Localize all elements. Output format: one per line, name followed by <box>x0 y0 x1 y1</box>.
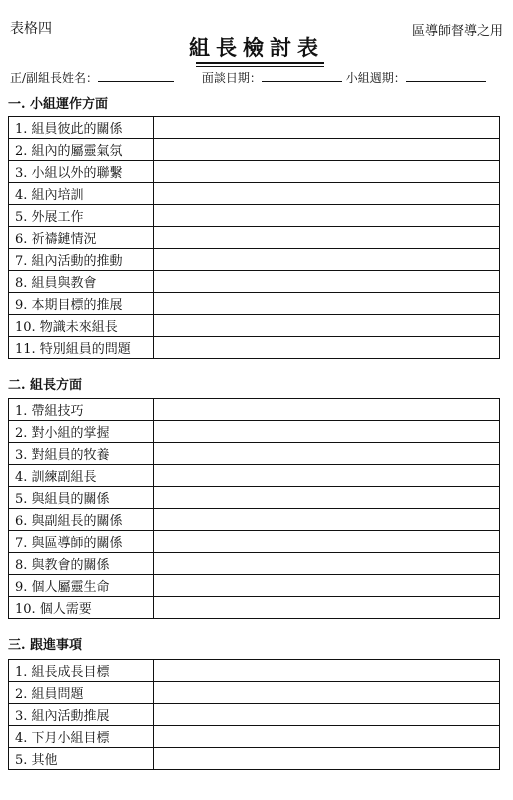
review-item-label: 1. 帶組技巧 <box>9 399 154 421</box>
section-title-follow-up: 三. 跟進事項 <box>8 638 83 653</box>
review-item-notes-field[interactable] <box>154 183 500 205</box>
interview-date-label: 面談日期： <box>201 71 262 85</box>
review-item-notes-field[interactable] <box>154 682 500 704</box>
header-fields <box>10 69 486 86</box>
review-item-label: 1. 組員彼此的關係 <box>9 117 154 139</box>
usage-note: 區導師督導之用 <box>411 24 503 39</box>
review-item-label: 7. 與區導師的關係 <box>9 531 154 553</box>
table-row <box>9 139 500 161</box>
review-item-label: 6. 祈禱鏈情況 <box>9 227 154 249</box>
table-row <box>9 597 500 619</box>
review-item-notes-field[interactable] <box>154 487 500 509</box>
table-row <box>9 726 500 748</box>
review-item-label: 9. 本期目標的推展 <box>9 293 154 315</box>
review-item-notes-field[interactable] <box>154 465 500 487</box>
review-item-notes-field[interactable] <box>154 726 500 748</box>
review-item-notes-field[interactable] <box>154 117 500 139</box>
review-item-label: 1. 組長成長目標 <box>9 660 154 682</box>
review-item-notes-field[interactable] <box>154 249 500 271</box>
review-item-notes-field[interactable] <box>154 597 500 619</box>
review-item-label: 5. 外展工作 <box>9 205 154 227</box>
table-row <box>9 704 500 726</box>
table-row <box>9 205 500 227</box>
review-item-label: 2. 組內的屬靈氣氛 <box>9 139 154 161</box>
table-row <box>9 117 500 139</box>
review-item-notes-field[interactable] <box>154 205 500 227</box>
review-item-notes-field[interactable] <box>154 509 500 531</box>
review-item-notes-field[interactable] <box>154 161 500 183</box>
interview-date-field[interactable] <box>262 69 342 82</box>
table-row <box>9 399 500 421</box>
table-row <box>9 748 500 770</box>
table-row <box>9 465 500 487</box>
leader-table <box>8 398 500 619</box>
review-item-label: 3. 組內活動推展 <box>9 704 154 726</box>
review-item-label: 11. 特別組員的問題 <box>9 337 154 359</box>
review-item-notes-field[interactable] <box>154 704 500 726</box>
form-number: 表格四 <box>10 21 52 37</box>
table-row <box>9 249 500 271</box>
review-item-notes-field[interactable] <box>154 421 500 443</box>
review-item-label: 5. 其他 <box>9 748 154 770</box>
review-item-label: 10. 物識未來組長 <box>9 315 154 337</box>
table-row <box>9 337 500 359</box>
review-item-notes-field[interactable] <box>154 293 500 315</box>
table-row <box>9 575 500 597</box>
review-item-label: 8. 組員與教會 <box>9 271 154 293</box>
review-item-label: 6. 與副組長的關係 <box>9 509 154 531</box>
review-item-label: 5. 與組員的關係 <box>9 487 154 509</box>
review-item-notes-field[interactable] <box>154 139 500 161</box>
table-row <box>9 682 500 704</box>
review-item-label: 3. 小組以外的聯繫 <box>9 161 154 183</box>
review-item-label: 10. 個人需要 <box>9 597 154 619</box>
section-title-group-operation: 一. 小組運作方面 <box>8 97 109 112</box>
table-row <box>9 227 500 249</box>
review-item-label: 7. 組內活動的推動 <box>9 249 154 271</box>
leader-name-label: 正/副組長姓名： <box>10 71 99 85</box>
review-item-label: 3. 對組員的牧養 <box>9 443 154 465</box>
review-item-label: 9. 個人屬靈生命 <box>9 575 154 597</box>
table-row <box>9 509 500 531</box>
table-row <box>9 271 500 293</box>
follow-up-table <box>8 659 500 770</box>
table-row <box>9 531 500 553</box>
review-item-label: 2. 組員問題 <box>9 682 154 704</box>
review-item-label: 8. 與教會的關係 <box>9 553 154 575</box>
review-item-notes-field[interactable] <box>154 660 500 682</box>
group-week-label: 小組週期： <box>345 71 406 85</box>
review-item-notes-field[interactable] <box>154 337 500 359</box>
table-row <box>9 487 500 509</box>
leader-name-field[interactable] <box>98 69 174 82</box>
review-item-notes-field[interactable] <box>154 399 500 421</box>
page-title: 組長檢討表 <box>189 35 324 60</box>
review-item-notes-field[interactable] <box>154 748 500 770</box>
review-item-notes-field[interactable] <box>154 315 500 337</box>
table-row <box>9 293 500 315</box>
review-item-notes-field[interactable] <box>154 443 500 465</box>
table-row <box>9 660 500 682</box>
review-item-notes-field[interactable] <box>154 575 500 597</box>
group-week-field[interactable] <box>406 69 486 82</box>
table-row <box>9 553 500 575</box>
group-operation-table <box>8 116 500 359</box>
review-item-label: 4. 訓練副組長 <box>9 465 154 487</box>
review-item-notes-field[interactable] <box>154 531 500 553</box>
review-item-notes-field[interactable] <box>154 227 500 249</box>
review-item-label: 4. 下月小組目標 <box>9 726 154 748</box>
table-row <box>9 161 500 183</box>
table-row <box>9 421 500 443</box>
review-item-notes-field[interactable] <box>154 271 500 293</box>
table-row <box>9 315 500 337</box>
review-item-notes-field[interactable] <box>154 553 500 575</box>
review-item-label: 4. 組內培訓 <box>9 183 154 205</box>
review-item-label: 2. 對小組的掌握 <box>9 421 154 443</box>
section-title-leader: 二. 組長方面 <box>8 378 83 393</box>
table-row <box>9 183 500 205</box>
title-underline <box>196 62 324 67</box>
table-row <box>9 443 500 465</box>
